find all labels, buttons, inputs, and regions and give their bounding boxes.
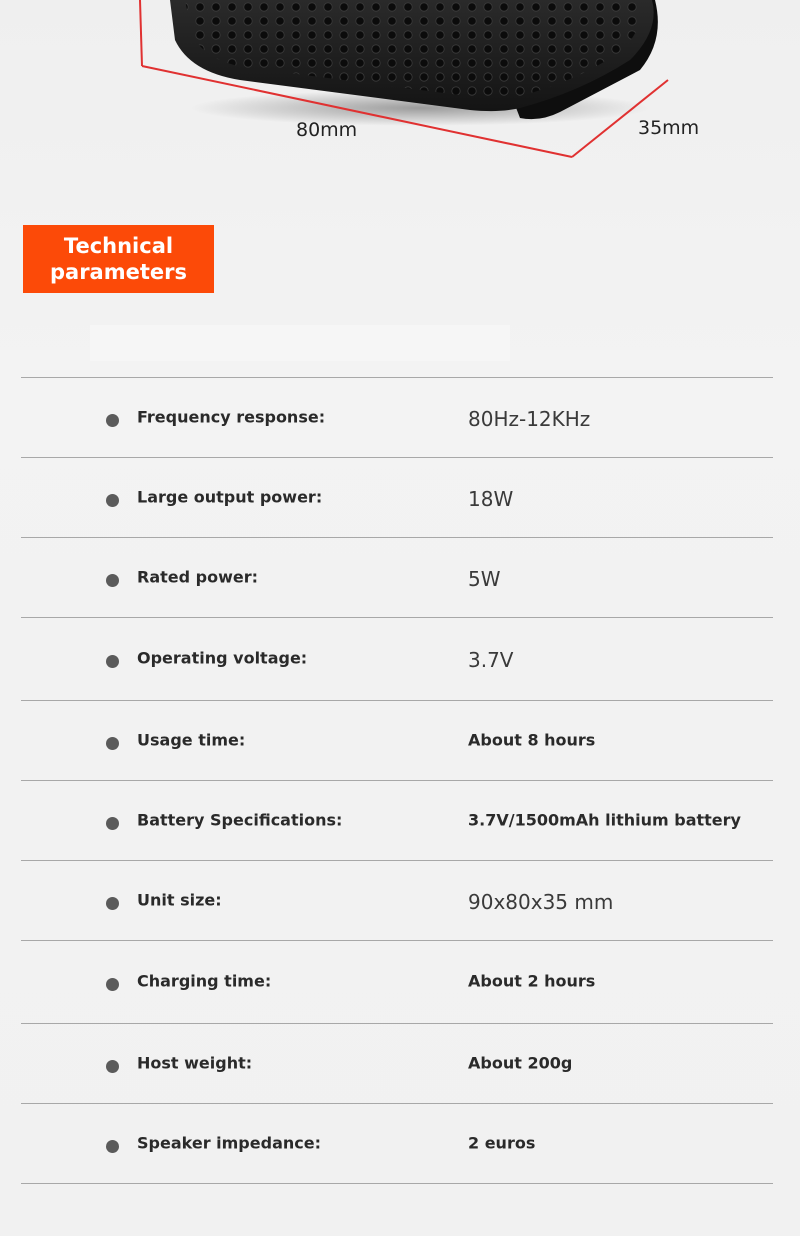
bullet-icon — [106, 737, 119, 750]
spec-label: Large output power: — [137, 487, 323, 507]
section-title-badge: Technical parameters — [23, 225, 214, 293]
spec-value: 5W — [468, 566, 501, 591]
dimension-depth-label: 35mm — [638, 117, 700, 139]
spec-value: 80Hz-12KHz — [468, 406, 591, 431]
bullet-icon — [106, 494, 119, 507]
spec-value: 90x80x35 mm — [468, 889, 614, 914]
spec-row-host-weight — [21, 1024, 773, 1104]
spec-row-frequency-response — [21, 378, 773, 458]
spec-label: Usage time: — [137, 730, 246, 750]
decorative-strip — [90, 325, 510, 361]
spec-label: Charging time: — [137, 971, 272, 991]
spec-label: Rated power: — [137, 567, 259, 587]
spec-row-unit-size — [21, 861, 773, 941]
bullet-icon — [106, 655, 119, 668]
spec-label: Unit size: — [137, 890, 222, 910]
product-image-area — [0, 0, 800, 200]
bullet-icon — [106, 1060, 119, 1073]
spec-row-charging-time — [21, 941, 773, 1024]
spec-label: Host weight: — [137, 1053, 253, 1073]
speaker-image — [0, 0, 800, 200]
bullet-icon — [106, 897, 119, 910]
spec-label: Frequency response: — [137, 407, 326, 427]
spec-value: 2 euros — [468, 1133, 536, 1153]
bullet-icon — [106, 978, 119, 991]
spec-row-usage-time — [21, 701, 773, 781]
bullet-icon — [106, 1140, 119, 1153]
spec-label: Battery Specifications: — [137, 810, 343, 830]
spec-row-output-power — [21, 458, 773, 538]
spec-label: Speaker impedance: — [137, 1133, 321, 1153]
spec-value: 3.7V — [468, 648, 514, 673]
dimension-width-label: 80mm — [296, 119, 358, 141]
spec-row-battery — [21, 781, 773, 861]
spec-value: About 2 hours — [468, 971, 596, 991]
spec-row-operating-voltage — [21, 618, 773, 701]
bullet-icon — [106, 414, 119, 427]
spec-value: 18W — [468, 486, 514, 511]
spec-row-speaker-impedance — [21, 1104, 773, 1184]
spec-value: About 200g — [468, 1053, 573, 1073]
bullet-icon — [106, 817, 119, 830]
spec-value: 3.7V/1500mAh lithium battery — [468, 810, 741, 830]
spec-value: About 8 hours — [468, 730, 596, 750]
spec-label: Operating voltage: — [137, 648, 308, 668]
spec-table — [21, 377, 773, 1184]
bullet-icon — [106, 574, 119, 587]
spec-row-rated-power — [21, 538, 773, 618]
